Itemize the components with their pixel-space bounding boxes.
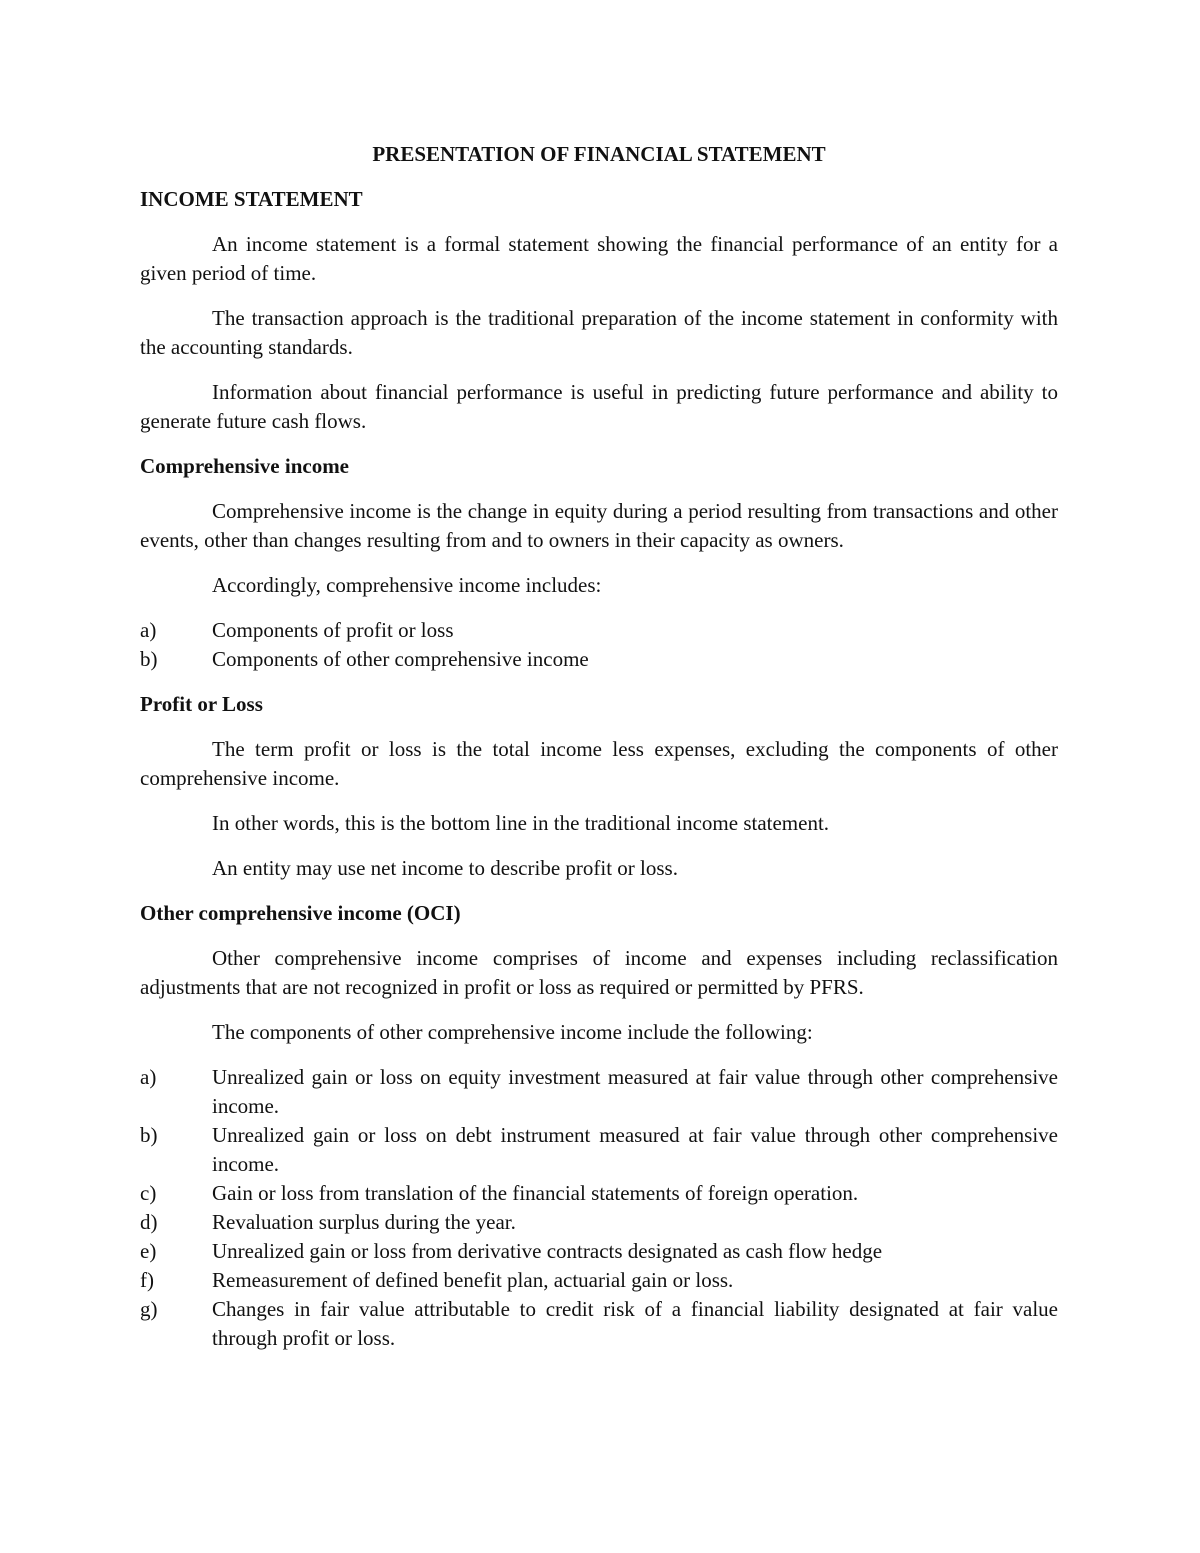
- list-marker: b): [140, 1123, 158, 1147]
- list-item-text: Remeasurement of defined benefit plan, actuarial gain or loss.: [212, 1268, 734, 1292]
- list-marker: e): [140, 1239, 157, 1263]
- list-marker: a): [140, 618, 157, 642]
- paragraph: Other comprehensive income comprises of income and expenses including reclassification adjustments that are not recognized in profit or loss as required or permitted by PFRS.: [140, 946, 1058, 999]
- paragraph: The transaction approach is the traditional preparation of the income statement in conformity with the accounting standards.: [140, 306, 1058, 359]
- list-item-text: Revaluation surplus during the year.: [212, 1210, 516, 1234]
- list-item: [140, 1179, 1058, 1208]
- list-marker: b): [140, 647, 158, 671]
- list-item: [140, 616, 1058, 645]
- list-item: [140, 1208, 1058, 1237]
- list-item-text: Unrealized gain or loss on equity investment measured at fair value through other comprehensive income.: [212, 1065, 1058, 1118]
- list-item-text: Components of other comprehensive income: [212, 647, 589, 671]
- document-title: PRESENTATION OF FINANCIAL STATEMENT: [372, 142, 826, 166]
- list-item-text: Components of profit or loss: [212, 618, 454, 642]
- paragraph: Information about financial performance is useful in predicting future performance and ability to generate future cash flows.: [140, 380, 1058, 433]
- paragraph: An income statement is a formal statement showing the financial performance of an entity for a given period of time.: [140, 232, 1058, 285]
- paragraph: The term profit or loss is the total income less expenses, excluding the components of other comprehensive income.: [140, 737, 1058, 790]
- list-item: [140, 1295, 1058, 1353]
- list-item-text: Changes in fair value attributable to credit risk of a financial liability designated at fair value through profit or loss.: [212, 1297, 1058, 1350]
- oci-components-list: [140, 1063, 1058, 1353]
- list-marker: d): [140, 1210, 158, 1234]
- list-item-text: Unrealized gain or loss on debt instrument measured at fair value through other comprehensive income.: [212, 1123, 1058, 1176]
- paragraph: An entity may use net income to describe profit or loss.: [212, 856, 678, 880]
- section-heading-comprehensive-income: Comprehensive income: [140, 454, 350, 478]
- list-item-text: Gain or loss from translation of the financial statements of foreign operation.: [212, 1181, 859, 1205]
- section-heading-oci: Other comprehensive income (OCI): [140, 901, 461, 925]
- section-heading-income-statement: INCOME STATEMENT: [140, 187, 363, 211]
- list-marker: c): [140, 1181, 157, 1205]
- comprehensive-income-list: [140, 616, 1058, 674]
- list-item: [140, 645, 1058, 674]
- paragraph: In other words, this is the bottom line in the traditional income statement.: [212, 811, 830, 835]
- paragraph: Accordingly, comprehensive income includes:: [212, 573, 602, 597]
- list-item: [140, 1063, 1058, 1121]
- list-item: [140, 1266, 1058, 1295]
- section-heading-profit-or-loss: Profit or Loss: [140, 692, 263, 716]
- list-item: [140, 1237, 1058, 1266]
- list-marker: f): [140, 1268, 154, 1292]
- document-page: [140, 140, 1058, 1369]
- paragraph: The components of other comprehensive income include the following:: [212, 1020, 813, 1044]
- list-item: [140, 1121, 1058, 1179]
- list-item-text: Unrealized gain or loss from derivative contracts designated as cash flow hedge: [212, 1239, 883, 1263]
- paragraph: Comprehensive income is the change in equity during a period resulting from transactions and other events, other than changes resulting from and to owners in their capacity as owners.: [140, 499, 1058, 552]
- list-marker: a): [140, 1065, 157, 1089]
- list-marker: g): [140, 1297, 158, 1321]
